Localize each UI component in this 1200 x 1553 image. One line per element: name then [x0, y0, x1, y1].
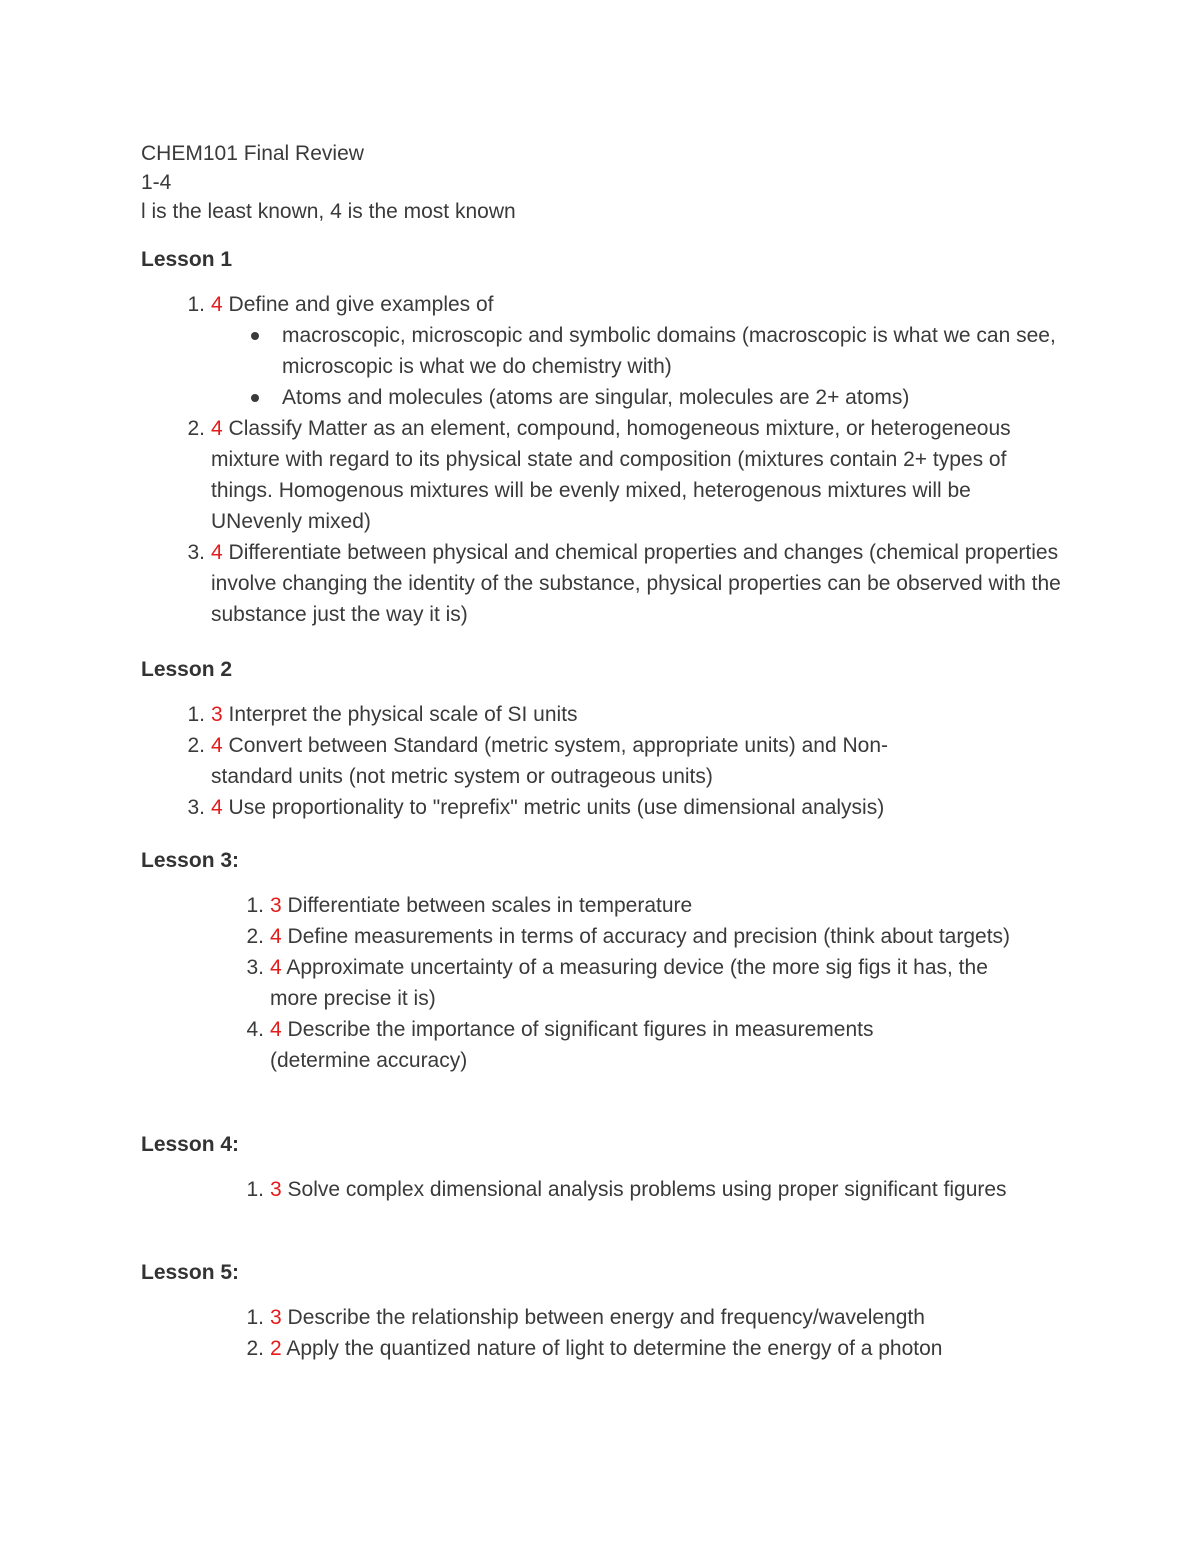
objective-text: Solve complex dimensional analysis problems using proper significant figures: [281, 1178, 1007, 1201]
sub-bullet-text: macroscopic, microscopic and symbolic domains (macroscopic is what we can see, microscopic is what we do chemistry with): [282, 324, 1056, 378]
document-title: CHEM101 Final Review: [141, 142, 364, 165]
objective-text: Convert between Standard (metric system, appropriate units) and Non-standard units (not metric system or outrageous units): [211, 734, 889, 788]
item-number: 3.: [187, 796, 205, 819]
item-number: 1.: [246, 1178, 264, 1201]
knowledge-rating: 4: [211, 417, 223, 440]
sub-bullet-text: Atoms and molecules (atoms are singular, molecules are 2+ atoms): [282, 386, 910, 409]
item-number: 3.: [246, 956, 264, 979]
knowledge-rating: 4: [270, 925, 282, 948]
item-number: 2.: [246, 925, 264, 948]
lesson-heading: Lesson 5:: [141, 1261, 240, 1284]
item-number: 1.: [246, 894, 264, 917]
knowledge-rating: 4: [270, 956, 282, 979]
objective-item: [187, 699, 1071, 730]
lesson-heading: Lesson 1: [141, 248, 233, 271]
knowledge-rating: 3: [211, 703, 223, 726]
knowledge-rating: 3: [270, 1306, 282, 1329]
objective-text: Use proportionality to "reprefix" metric units (use dimensional analysis): [222, 796, 885, 819]
item-number: 2.: [187, 417, 205, 440]
objective-item: [246, 1014, 970, 1076]
objective-text: Define measurements in terms of accuracy and precision (think about targets): [281, 925, 1011, 948]
knowledge-rating: 4: [270, 1018, 282, 1041]
sub-bullet-item: [211, 320, 1061, 382]
objective-item: [246, 952, 1031, 1014]
objective-item: [246, 921, 1031, 952]
objective-list: [187, 699, 1071, 823]
objective-text: Describe the relationship between energy and frequency/wavelength: [281, 1306, 925, 1329]
objective-item: [246, 1174, 1031, 1205]
objective-text: Describe the importance of significant figures in measurements (determine accuracy): [270, 1018, 874, 1072]
sub-bullet-item: [211, 382, 1061, 413]
objective-item: [187, 730, 931, 792]
objective-item: [246, 890, 1031, 921]
objective-text: Apply the quantized nature of light to determine the energy of a photon: [281, 1337, 943, 1360]
objective-item: [187, 289, 1061, 413]
rating-scale-note: l is the least known, 4 is the most known: [141, 200, 516, 223]
knowledge-rating: 3: [270, 1178, 282, 1201]
knowledge-rating: 4: [211, 796, 223, 819]
objective-item: [187, 413, 1061, 537]
bullet-icon: [251, 394, 259, 402]
item-number: 1.: [187, 703, 205, 726]
objective-list: [187, 289, 1061, 630]
objective-text: Interpret the physical scale of SI units: [222, 703, 578, 726]
objective-text: Classify Matter as an element, compound, homogeneous mixture, or heterogeneous mixture with regard to its physical state and composition (mixtures contain 2+ types of things. Homogenous mixtures will be evenly mixed, heterogenous mixtures will be UNevenly mixed): [211, 417, 1011, 533]
objective-text: Differentiate between physical and chemical properties and changes (chemical properties involve changing the identity of the substance, physical properties can be observed with the substance just the way it is): [211, 541, 1061, 626]
lesson-heading: Lesson 4:: [141, 1133, 240, 1156]
item-number: 2.: [187, 734, 205, 757]
knowledge-rating: 2: [270, 1337, 282, 1360]
objective-item: [187, 792, 1071, 823]
rating-scale: 1-4: [141, 171, 172, 194]
objective-list: [246, 1174, 1031, 1205]
bullet-icon: [251, 332, 259, 340]
sub-bullet-list: [211, 320, 1061, 413]
lesson-heading: Lesson 3:: [141, 849, 240, 872]
objective-item: [246, 1302, 1071, 1333]
objective-text: Define and give examples of: [222, 293, 494, 316]
lesson-2-section: [141, 655, 1071, 823]
objective-list: [246, 890, 1031, 1076]
knowledge-rating: 4: [211, 293, 223, 316]
knowledge-rating: 4: [211, 734, 223, 757]
objective-text: Differentiate between scales in temperature: [281, 894, 693, 917]
item-number: 1.: [187, 293, 205, 316]
lesson-heading: Lesson 2: [141, 658, 233, 681]
item-number: 1.: [246, 1306, 264, 1329]
lesson-4-section: [141, 1130, 1031, 1205]
lesson-3-section: [141, 846, 1031, 1076]
knowledge-rating: 4: [211, 541, 223, 564]
lesson-1-section: [141, 245, 1061, 630]
objective-item: [187, 537, 1061, 630]
knowledge-rating: 3: [270, 894, 282, 917]
item-number: 2.: [246, 1337, 264, 1360]
document-header: [141, 139, 516, 226]
objective-text: Approximate uncertainty of a measuring device (the more sig figs it has, the more precise it is): [270, 956, 988, 1010]
objective-item: [246, 1333, 1071, 1364]
item-number: 3.: [187, 541, 205, 564]
item-number: 4.: [246, 1018, 264, 1041]
lesson-5-section: [141, 1258, 1071, 1364]
objective-list: [246, 1302, 1071, 1364]
